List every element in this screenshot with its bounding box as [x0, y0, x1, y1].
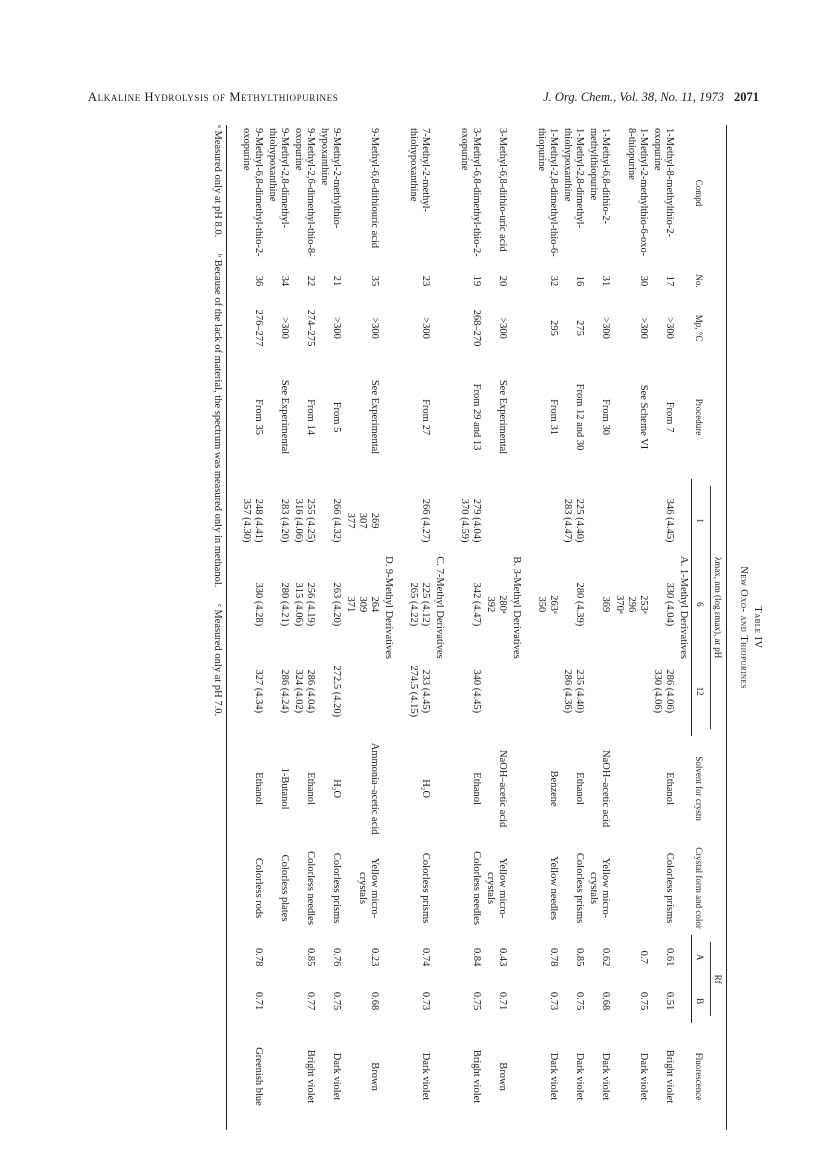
col-fluorescence: Fluorescence: [692, 1023, 727, 1130]
section-blank-cell: [432, 125, 447, 479]
table-row: [560, 125, 586, 1130]
crystal-form: Colorless needles: [471, 851, 482, 925]
compound-number: 36: [253, 275, 264, 287]
melting-point: 276–277: [253, 309, 264, 347]
table-row: [457, 125, 483, 1130]
table-row: [265, 125, 291, 1130]
melting-point: >300: [600, 317, 611, 339]
rf-b: 0.68: [600, 991, 611, 1011]
crystallization-solvent: NaOH–acetic acid: [600, 749, 611, 828]
table-title: New Oxo- and Thiopurines: [738, 566, 749, 689]
col-ph12: 12: [692, 646, 709, 736]
table-number: Table IV: [752, 606, 763, 649]
lambda-ph1: 346 (4.45): [664, 498, 675, 543]
compound-number: 32: [548, 275, 559, 287]
procedure: See Scheme VI: [638, 384, 649, 450]
lambda-ph6: 330 (4.28): [253, 582, 264, 627]
crystallization-solvent: H₂O: [331, 779, 342, 799]
compound-number: 19: [471, 275, 482, 287]
col-lambda-group: [708, 479, 727, 737]
compound-name: 9-Methyl-2-methylthio-hypoxanthine: [319, 128, 342, 229]
lambda-ph6: 280ᵃ 392: [485, 595, 508, 614]
procedure: From 31: [548, 399, 559, 435]
procedure: From 35: [253, 399, 264, 435]
section-row: [381, 125, 396, 1130]
col-mp: Mp, °C: [692, 301, 727, 355]
crystal-form: Colorless needles: [305, 851, 316, 925]
rf-a: 0.78: [253, 947, 264, 967]
section-label: C. 7-Methyl Derivatives: [434, 556, 445, 659]
lambda-ph6: 263ᵃ 350: [536, 595, 559, 614]
rf-b: 0.75: [638, 991, 649, 1011]
footnote-c: ᶜ Measured only at pH 7.0.: [212, 604, 223, 717]
table-row: [586, 125, 612, 1130]
fluorescence: Dark violet: [574, 1052, 585, 1101]
lambda-ph12: [483, 646, 509, 736]
compound-name: 9-Methyl-2,8-dimethyl-thiohypoxanthine: [267, 128, 290, 229]
procedure: See Experimental: [369, 379, 380, 455]
lambda-ph6: 280 (4.39): [574, 582, 585, 627]
melting-point: >300: [638, 317, 649, 339]
section-blank-cell: [676, 125, 692, 479]
lambda-ph12: 327 (4.34): [253, 669, 264, 714]
crystallization-solvent: Benzene: [548, 770, 559, 807]
lambda-ph6: 253ᵃ 296 370ᵃ: [614, 595, 649, 614]
crystallization-solvent: Ethanol: [253, 772, 264, 805]
compound-name: 1-Methyl-8-methylthio-2-oxopurine: [652, 128, 675, 238]
melting-point: >300: [664, 317, 675, 339]
lambda-ph1: 269 307 377: [345, 512, 380, 529]
fluorescence: Dark violet: [548, 1052, 559, 1101]
compound-number: 21: [331, 275, 342, 287]
procedure: From 30: [600, 399, 611, 435]
lambda-ph12: 233 (4.45) 274.5 (4.15): [408, 665, 431, 718]
crystal-form: Yellow micro-crystals: [588, 857, 611, 919]
melting-point: >300: [420, 317, 431, 339]
rf-a: 0.74: [420, 947, 431, 967]
rf-a: 0.76: [331, 947, 342, 967]
lambda-ph1: 225 (4.40) 283 (4.47): [562, 498, 585, 543]
section-row: [432, 125, 447, 1130]
lambda-ph1: [483, 479, 509, 563]
fluorescence: Dark violet: [638, 1052, 649, 1101]
section-label: A. 1-Methyl Derivatives: [678, 556, 689, 659]
compound-name: 1-Methyl-2,8-dimethyl-thiohypoxanthine: [562, 128, 585, 229]
lambda-ph12: [612, 646, 650, 736]
rf-group-label: Rf: [710, 942, 724, 1016]
crystallization-solvent: [612, 736, 650, 841]
compound-name: 1-Methyl-2,8-dimethyl-thio-6-thiopurine: [536, 128, 559, 257]
rf-b: 0.68: [369, 991, 380, 1011]
rf-a: 0.7: [638, 950, 649, 964]
table-row: [343, 125, 381, 1130]
compound-name: 3-Methyl-6,8-dithio-uric acid: [497, 128, 508, 252]
lambda-ph12: 286 (4.04) 324 (4.02): [293, 669, 316, 714]
rf-a: 0.62: [600, 947, 611, 967]
melting-point: >300: [279, 317, 290, 339]
section-spacer: [524, 125, 534, 1130]
lambda-ph1: [612, 479, 650, 563]
rf-a: 0.43: [497, 947, 508, 967]
compound-name: 9-Methyl-6,8-dithiouric acid: [369, 128, 380, 249]
lambda-ph1: [586, 479, 612, 563]
table-row: [612, 125, 650, 1130]
spacer-cell: [524, 125, 534, 1130]
rf-a: 0.61: [664, 947, 675, 967]
crystallization-solvent: Ethanol: [574, 772, 585, 805]
rf-b: [265, 979, 291, 1023]
crystal-form: Colorless prisms: [331, 852, 342, 924]
col-compd: Compd: [692, 125, 727, 261]
compound-number: 34: [279, 275, 290, 287]
lambda-ph12: 340 (4.45): [471, 669, 482, 714]
table-body: [239, 125, 692, 1130]
crystallization-solvent: NaOH–acetic acid: [497, 749, 508, 828]
lambda-ph6: 264 309 371: [345, 596, 380, 613]
rf-a: 0.84: [471, 947, 482, 967]
procedure: See Experimental: [497, 379, 508, 455]
melting-point: 268–270: [471, 309, 482, 347]
melting-point: 275: [574, 320, 585, 336]
section-spacer: [396, 125, 406, 1130]
compound-number: 17: [664, 275, 675, 287]
compound-name: 1-Methyl-2-methylthio-6-oxo-8-thiopurine: [626, 128, 649, 257]
compound-number: 30: [638, 275, 649, 287]
procedure: From 12 and 30: [574, 383, 585, 451]
table-footnotes: [211, 125, 227, 1130]
fluorescence: Greenish blue: [253, 1047, 264, 1106]
col-solvent: Solvent for crystn: [692, 736, 727, 841]
col-no: No.: [692, 261, 727, 301]
crystallization-solvent: Ethanol: [664, 772, 675, 805]
journal-citation: J. Org. Chem., Vol. 38, No. 11, 1973: [543, 89, 724, 104]
lambda-group-label: λmax, nm (log εmax), at pH: [710, 486, 724, 730]
lambda-ph6: 342 (4.47): [471, 582, 482, 627]
rotated-table: [207, 125, 767, 1130]
fluorescence: Dark violet: [331, 1052, 342, 1101]
table-row: [483, 125, 509, 1130]
col-ph1: 1: [692, 479, 709, 563]
fluorescence: Dark violet: [600, 1052, 611, 1101]
rf-b: 0.75: [574, 991, 585, 1011]
lambda-ph1: 248 (4.41) 357 (4.30): [241, 498, 264, 543]
table-row: [291, 125, 317, 1130]
fluorescence: Bright violet: [305, 1049, 316, 1104]
table-row: [650, 125, 676, 1130]
section-blank-cell: [381, 125, 396, 479]
lambda-ph12: 235 (4.40) 286 (4.36): [562, 669, 585, 714]
rf-a: [265, 935, 291, 979]
lambda-ph6: 225 (4.12) 265 (4.22): [408, 582, 431, 627]
table-row: [406, 125, 432, 1130]
compound-number: 20: [497, 275, 508, 287]
procedure: From 29 and 13: [471, 383, 482, 451]
melting-point: >300: [497, 317, 508, 339]
col-rf-group: [708, 935, 727, 1023]
lambda-ph1: 279 (4.04) 370 (4.59): [459, 498, 482, 543]
crystallization-solvent: Ethanol: [305, 772, 316, 805]
spacer-cell: [396, 125, 406, 1130]
melting-point: >300: [331, 317, 342, 339]
col-crystal: Crystal form and color: [692, 841, 727, 935]
fluorescence: Brown: [497, 1062, 508, 1091]
footnote-a: ᵃ Measured only at pH 8.0.: [212, 125, 223, 238]
lambda-ph12: 272.5 (4.20): [331, 665, 342, 718]
compound-number: 31: [600, 275, 611, 287]
crystallization-solvent: 1-Butanol: [279, 767, 290, 810]
crystal-form: Colorless rods: [253, 857, 264, 919]
lambda-ph6: 280 (4.21): [279, 582, 290, 627]
rf-a: 0.85: [574, 947, 585, 967]
lambda-ph12: 286 (4.24): [279, 669, 290, 714]
lambda-ph1: 255 (4.25) 316 (4.06): [293, 498, 316, 543]
procedure: From 7: [664, 401, 675, 433]
rf-b: 0.71: [253, 991, 264, 1011]
lambda-ph1: 266 (4.32): [331, 498, 342, 543]
crystal-form: Colorless prisms: [420, 852, 431, 924]
compound-number: 23: [420, 275, 431, 287]
crystal-form: [612, 841, 650, 935]
rf-b: 0.77: [305, 991, 316, 1011]
compound-name: 1-Methyl-6,8-dithio-2-methylthiopurine: [588, 128, 611, 224]
section-label: B. 3-Methyl Derivatives: [511, 556, 522, 659]
section-row: [676, 125, 692, 1130]
running-header-title: Alkaline Hydrolysis of Methylthiopurines: [88, 89, 339, 104]
lambda-ph12: 286 (4.06) 330 (4.06): [652, 669, 675, 714]
melting-point: >300: [369, 317, 380, 339]
crystal-form: Yellow needles: [548, 856, 559, 921]
col-ph6: 6: [692, 563, 709, 647]
fluorescence: Dark violet: [420, 1052, 431, 1101]
rf-b: 0.75: [331, 991, 342, 1011]
compound-number: 22: [305, 275, 316, 287]
crystallization-solvent: Ethanol: [471, 772, 482, 805]
melting-point: 295: [548, 320, 559, 336]
compound-name: 3-Methyl-6,8-dimethyl-thio-2-oxopurine: [459, 128, 482, 257]
col-rf-b: B: [692, 979, 709, 1023]
page-number: 2071: [734, 89, 759, 104]
lambda-ph6: 369: [600, 596, 611, 613]
rf-a: 0.78: [548, 947, 559, 967]
rf-b: 0.51: [664, 991, 675, 1011]
lambda-ph1: [534, 479, 560, 563]
crystallization-solvent: Ammonia–acetic acid: [369, 742, 380, 835]
col-rf-a: A: [692, 935, 709, 979]
lambda-ph12: [586, 646, 612, 736]
rf-b: 0.73: [548, 991, 559, 1011]
fluorescence: [265, 1023, 291, 1130]
rf-a: 0.23: [369, 947, 380, 967]
running-header: [88, 88, 759, 106]
lambda-ph1: 266 (4.27): [420, 498, 431, 543]
compound-name: 9-Methyl-2,6-dimethyl-thio-8-oxopurine: [293, 128, 316, 257]
rf-a: 0.85: [305, 947, 316, 967]
procedure: See Experimental: [279, 379, 290, 455]
table-row: [317, 125, 343, 1130]
rf-b: 0.71: [497, 991, 508, 1011]
section-row: [509, 125, 524, 1130]
procedure: From 14: [305, 399, 316, 435]
col-procedure: Procedure: [692, 355, 727, 479]
table-row: [239, 125, 265, 1130]
spacer-cell: [447, 125, 457, 1130]
melting-point: 274–275: [305, 309, 316, 347]
lambda-ph1: 283 (4.20): [279, 498, 290, 543]
compound-name: 7-Methyl-2-methyl-thiohypoxanthine: [408, 128, 431, 212]
rf-b: 0.73: [420, 991, 431, 1011]
lambda-ph6: 330 (4.04): [664, 582, 675, 627]
crystal-form: Yellow micro-crystals: [357, 857, 380, 919]
crystal-form: Colorless prisms: [574, 852, 585, 924]
procedure: From 27: [420, 399, 431, 435]
data-table: [239, 125, 727, 1130]
fluorescence: Bright violet: [471, 1049, 482, 1104]
fluorescence: Bright violet: [664, 1049, 675, 1104]
compound-number: 35: [369, 275, 380, 287]
lambda-ph6: 256 (4.19) 315 (4.06): [293, 582, 316, 627]
section-spacer: [447, 125, 457, 1130]
rf-b: 0.75: [471, 991, 482, 1011]
crystal-form: Colorless plates: [279, 854, 290, 922]
table-row: [534, 125, 560, 1130]
procedure: From 5: [331, 401, 342, 433]
lambda-ph12: [534, 646, 560, 736]
section-blank-cell: [509, 125, 524, 479]
lambda-ph6: 263 (4.20): [331, 582, 342, 627]
fluorescence: Brown: [369, 1062, 380, 1091]
compound-number: 16: [574, 275, 585, 287]
crystal-form: Colorless prisms: [664, 852, 675, 924]
compound-name: 9-Methyl-6,8-dimethyl-thio-2-oxopurine: [241, 128, 264, 257]
footnote-b: ᵇ Because of the lack of material, the spectrum was measured only in methanol.: [212, 253, 223, 588]
crystallization-solvent: H₂O: [420, 779, 431, 799]
crystal-form: Yellow micro-crystals: [485, 857, 508, 919]
lambda-ph12: [343, 646, 381, 736]
section-label: D. 9-Methyl Derivatives: [383, 556, 394, 659]
